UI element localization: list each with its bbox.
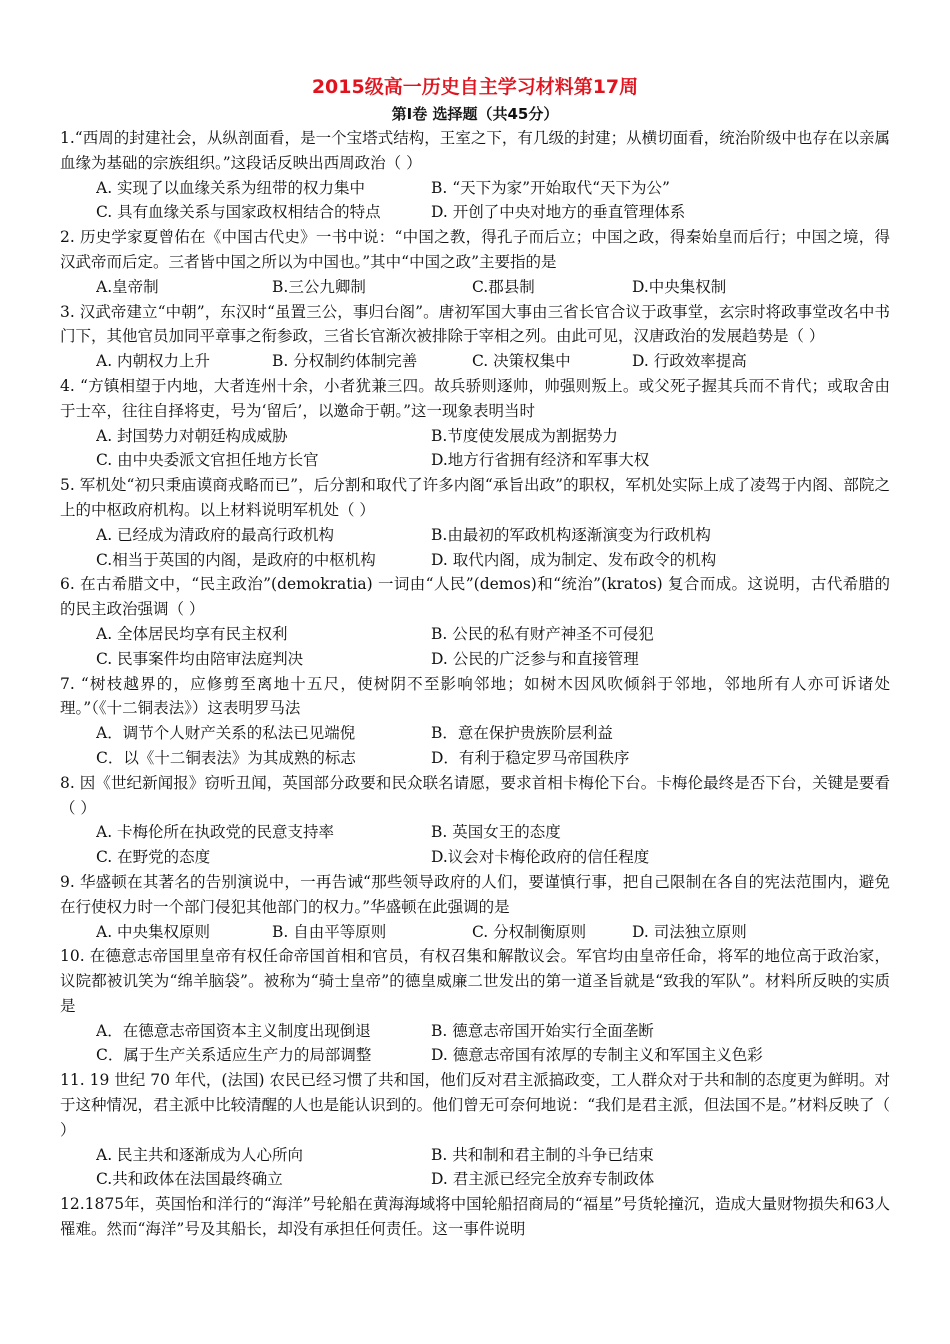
option-c: C.相当于英国的内阁，是政府的中枢机构 [96, 550, 376, 569]
question-stem: 10. 在德意志帝国里皇帝有权任命帝国首相和官员，有权召集和解散议会。军官均由皇帝任命，将军的地位高于政治家，议院都被讥笑为“绵羊脑袋”。被称为“骑士皇帝”的德皇威廉二世发出的第一道圣旨就是“致我的军队”。材料所反映的实质是 [60, 947, 890, 1015]
option-b: B．意在保护贵族阶层利益 [431, 724, 613, 743]
option-c: C.共和政体在法国最终确立 [96, 1170, 283, 1189]
option-d: D.议会对卡梅伦政府的信任程度 [431, 848, 650, 867]
option-d: D. 公民的广泛参与和直接管理 [431, 649, 639, 668]
question-stem: 7. “树枝越界的，应修剪至离地十五尺，使树阴不至影响邻地；如树木因风吹倾斜于邻地，邻地所有人亦可诉诸处理。”（《十二铜表法》）这表明罗马法 [60, 674, 890, 718]
option-d: D. 开创了中央对地方的垂直管理体系 [431, 203, 686, 222]
option-group [60, 721, 890, 771]
option-c: C．以《十二铜表法》为其成熟的标志 [96, 748, 356, 767]
question-12 [60, 1192, 890, 1242]
option-a: A. 民主共和逐渐成为人心所向 [96, 1145, 304, 1164]
page-title: 2015级高一历史自主学习材料第17周 [311, 76, 639, 98]
question-stem: 11. 19 世纪 70 年代，(法国) 农民已经习惯了共和国，他们反对君主派搞政变，工人群众对于共和制的态度更为鲜明。对于这种情况，君主派中比较清醒的人也是能认识到的。他们曾无可奈何地说：“我们是君主派，但法国不是。”材料反映了（ ） [60, 1071, 890, 1139]
question-stem: 3. 汉武帝建立“中朝”，东汉时“虽置三公，事归台阁”。唐初军国大事由三省长官合议于政事堂，玄宗时将政事堂改名中书门下，其他官员加同平章事之衔参政，三省长官渐次被排除于宰相之列。由此可见，汉唐政治的发展趋势是（ ） [60, 302, 890, 346]
option-d: D. 司法独立原则 [632, 922, 747, 941]
option-group [60, 424, 890, 474]
section-heading: 第Ⅰ卷 选择题（共45分） [391, 105, 559, 123]
option-b: B.节度使发展成为割据势力 [431, 426, 618, 445]
question-1 [60, 126, 890, 225]
question-stem: 1.“西周的封建社会，从纵剖面看，是一个宝塔式结构，王室之下，有几级的封建；从横切面看，统治阶级中也存在以亲属血缘为基础的宗族组织。”这段话反映出西周政治（ ） [60, 129, 890, 172]
option-d: D. 德意志帝国有浓厚的专制主义和军国主义色彩 [431, 1046, 763, 1065]
option-a: A. 已经成为清政府的最高行政机构 [96, 525, 335, 544]
option-c: C. 由中央委派文官担任地方长官 [96, 451, 319, 470]
option-group [60, 920, 890, 945]
question-2 [60, 225, 890, 299]
option-a: A. 中央集权原则 [96, 922, 211, 941]
option-d: D. 行政效率提高 [632, 352, 747, 371]
question-9 [60, 870, 890, 944]
option-b: B. 德意志帝国开始实行全面垄断 [431, 1021, 654, 1040]
document-page [60, 72, 890, 1242]
option-group [60, 1019, 890, 1069]
option-a: A. 实现了以血缘关系为纽带的权力集中 [96, 178, 366, 197]
option-group [60, 523, 890, 573]
option-group [60, 820, 890, 870]
option-c: C. 分权制衡原则 [472, 922, 587, 941]
option-group [60, 1143, 890, 1193]
question-stem: 6. 在古希腊文中，“民主政治”(demokratia) 一词由“人民”(demos)和“统治”(kratos) 复合而成。这说明，古代希腊的的民主政治强调（ ） [60, 575, 890, 619]
option-d: D.地方行省拥有经济和军事大权 [431, 451, 650, 470]
option-a: A．在德意志帝国资本主义制度出现倒退 [96, 1021, 371, 1040]
question-3 [60, 300, 890, 374]
option-b: B. 公民的私有财产神圣不可侵犯 [431, 624, 654, 643]
option-c: C. 具有血缘关系与国家政权相结合的特点 [96, 203, 381, 222]
question-stem: 4. “方镇相望于内地，大者连州十余，小者犹兼三四。故兵骄则逐帅，帅强则叛上。或父死子握其兵而不肯代；或取舍由于士卒，往往自择将吏，号为‘留后’，以邀命于朝。”这一现象表明当时 [60, 376, 890, 420]
question-6 [60, 572, 890, 671]
option-group [60, 622, 890, 672]
option-group [60, 176, 890, 226]
option-group [60, 275, 890, 300]
option-b: B. “天下为家”开始取代“天下为公” [431, 178, 670, 197]
option-a: A．调节个人财产关系的私法已见端倪 [96, 724, 356, 743]
question-stem: 8. 因《世纪新闻报》窃听丑闻，英国部分政要和民众联名请愿，要求首相卡梅伦下台。卡梅伦最终是否下台，关键是要看（ ） [60, 773, 890, 817]
option-c: C. 民事案件均由陪审法庭判决 [96, 649, 304, 668]
question-5 [60, 473, 890, 572]
option-group [60, 349, 890, 374]
option-c: C．属于生产关系适应生产力的局部调整 [96, 1046, 372, 1065]
question-8 [60, 771, 890, 870]
question-10 [60, 944, 890, 1068]
question-stem: 12.1875年，英国怡和洋行的“海洋”号轮船在黄海海域将中国轮船招商局的“福星”号货轮撞沉，造成大量财物损失和63人罹难。然而“海洋”号及其船长，却没有承担任何责任。这一事件说明 [60, 1195, 890, 1239]
question-4 [60, 374, 890, 473]
option-b: B.由最初的军政机构逐渐演变为行政机构 [431, 525, 711, 544]
question-stem: 2. 历史学家夏曾佑在《中国古代史》一书中说：“中国之教，得孔子而后立；中国之政，得秦始皇而后行；中国之境，得汉武帝而后定。三者皆中国之所以为中国也。”其中“中国之政”主要指的是 [60, 228, 890, 271]
option-a: A. 内朝权力上升 [96, 352, 211, 371]
option-b: B. 自由平等原则 [272, 922, 387, 941]
option-a: A. 全体居民均享有民主权利 [96, 624, 288, 643]
option-b: B.三公九卿制 [272, 277, 366, 296]
option-b: B. 共和制和君主制的斗争已结束 [431, 1145, 654, 1164]
option-d: D. 君主派已经完全放弃专制政体 [431, 1170, 655, 1189]
option-d: D．有利于稳定罗马帝国秩序 [431, 748, 630, 767]
question-list [60, 126, 890, 1242]
question-11 [60, 1068, 890, 1192]
option-d: D. 取代内阁，成为制定、发布政令的机构 [431, 550, 717, 569]
option-c: C. 决策权集中 [472, 352, 571, 371]
option-c: C.郡县制 [472, 277, 535, 296]
option-a: A. 封国势力对朝廷构成威胁 [96, 426, 288, 445]
option-c: C. 在野党的态度 [96, 848, 211, 867]
question-stem: 9. 华盛顿在其著名的告别演说中，一再告诫“那些领导政府的人们，要谨慎行事，把自己限制在各自的宪法范围内，避免在行使权力时一个部门侵犯其他部门的权力。”华盛顿在此强调的是 [60, 872, 890, 916]
option-a: A.皇帝制 [96, 277, 159, 296]
question-7 [60, 672, 890, 771]
option-d: D.中央集权制 [632, 277, 727, 296]
option-a: A. 卡梅伦所在执政党的民意支持率 [96, 823, 335, 842]
question-stem: 5. 军机处“初只秉庙谟商戎略而已”，后分割和取代了许多内阁“承旨出政”的职权，军机处实际上成了凌驾于内阁、部院之上的中枢政府机构。以上材料说明军机处（ ） [60, 476, 890, 519]
option-b: B. 英国女王的态度 [431, 823, 561, 842]
option-b: B. 分权制约体制完善 [272, 352, 418, 371]
